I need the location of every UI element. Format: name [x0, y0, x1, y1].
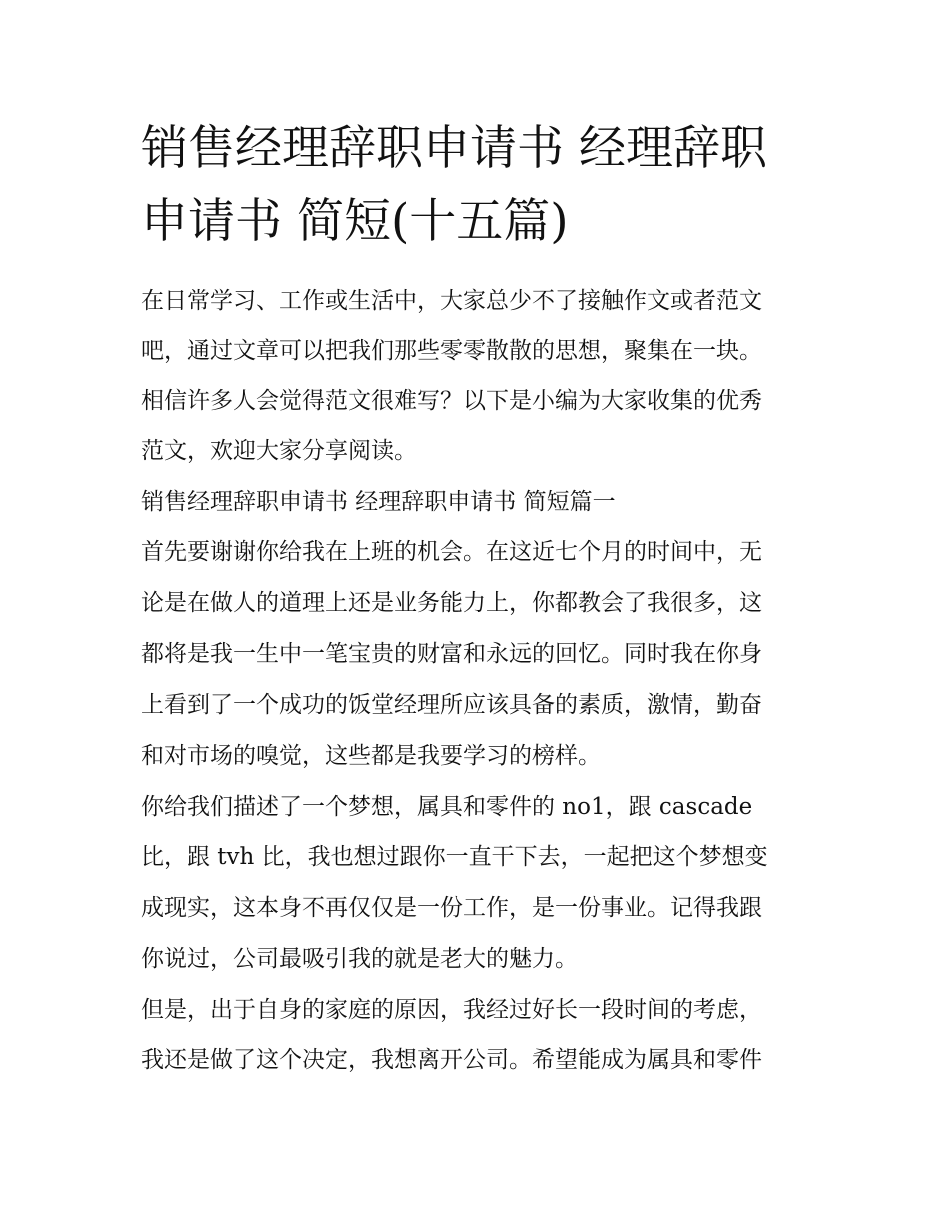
- paragraph-line: 比，跟 tvh 比，我也想过跟你一直干下去，一起把这个梦想变: [141, 844, 768, 870]
- paragraph-line: 和对市场的嗅觉，这些都是我要学习的榜样。: [141, 743, 601, 769]
- title-line: 销售经理辞职申请书 经理辞职: [141, 121, 767, 176]
- paragraph-line: 相信许多人会觉得范文很难写？以下是小编为大家收集的优秀: [141, 388, 762, 414]
- paragraph-line: 在日常学习、工作或生活中，大家总少不了接触作文或者范文: [141, 288, 762, 314]
- title-line: 申请书 简短(十五篇): [141, 194, 569, 249]
- paragraph-line: 首先要谢谢你给我在上班的机会。在这近七个月的时间中，无: [141, 539, 762, 565]
- paragraph-line: 但是，出于自身的家庭的原因，我经过好长一段时间的考虑，: [141, 997, 762, 1023]
- section-heading: 销售经理辞职申请书 经理辞职申请书 简短篇一: [141, 489, 616, 515]
- paragraph-line: 范文，欢迎大家分享阅读。: [141, 438, 417, 464]
- paragraph-line: 上看到了一个成功的饭堂经理所应该具备的素质，激情，勤奋: [141, 692, 762, 718]
- paragraph-line: 你说过，公司最吸引我的就是老大的魅力。: [141, 946, 578, 972]
- paragraph-line: 你给我们描述了一个梦想，属具和零件的 no1，跟 cascade: [141, 794, 753, 820]
- paragraph-line: 成现实，这本身不再仅仅是一份工作，是一份事业。记得我跟: [141, 895, 762, 921]
- paragraph-line: 吧，通过文章可以把我们那些零零散散的思想，聚集在一块。: [141, 338, 762, 364]
- paragraph-line: 都将是我一生中一笔宝贵的财富和永远的回忆。同时我在你身: [141, 641, 762, 667]
- document-title: [141, 112, 821, 258]
- paragraph-line: 我还是做了这个决定，我想离开公司。希望能成为属具和零件: [141, 1047, 762, 1073]
- paragraph-line: 论是在做人的道理上还是业务能力上，你都教会了我很多，这: [141, 590, 762, 616]
